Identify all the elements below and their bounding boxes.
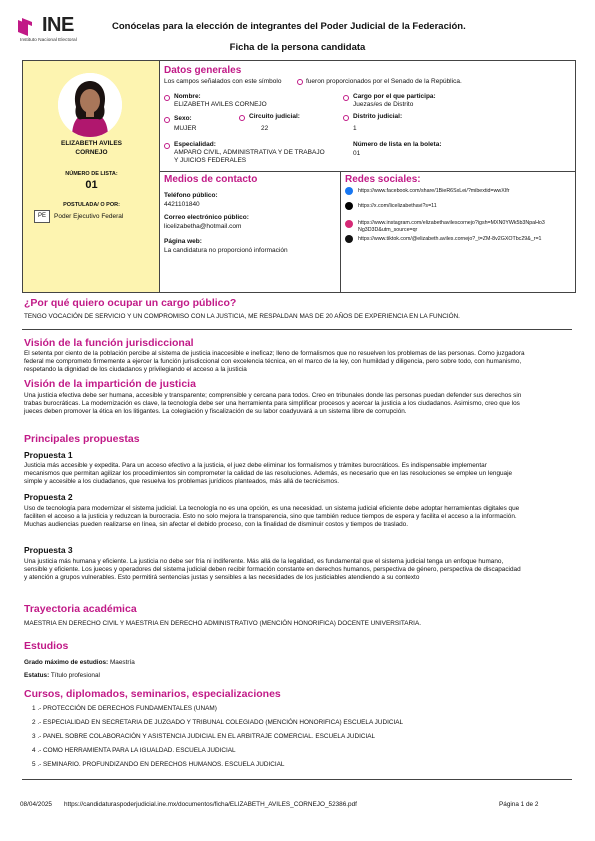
ine-logo-mark-icon [16, 16, 42, 38]
footer-url[interactable]: https://candidaturaspoderjudicial.ine.mx/documentos/ficha/ELIZABETH_AVILES_CORNEJO_52386.pdf [64, 801, 357, 808]
senate-field-icon [343, 115, 349, 121]
proposals-title: Principales propuestas [24, 433, 140, 445]
web-value: La candidatura no proporcionó información [164, 247, 288, 254]
section-divider [160, 171, 576, 172]
studies-title: Estudios [24, 640, 69, 652]
why-text: TENGO VOCACIÓN DE SERVICIO Y UN COMPROMISO CON LA JUSTICIA, ME RESPALDAN MAS DE 20 AÑOS DE EXPERIENCIA EN LA FUNCIÓN. [24, 313, 460, 320]
ballot-number-label: Número de lista en la boleta: [353, 141, 442, 148]
email-value: licelizabetha@hotmail.com [164, 223, 242, 230]
academic-text: MAESTRIA EN DERECHO CIVIL Y MAESTRIA EN DERECHO ADMINISTRATIVO (MENCIÓN HONORIFICA) DOCENTE UNIVERSITARIA. [24, 620, 421, 627]
office-value: Juezas/es de Distrito [353, 101, 414, 108]
candidate-card [22, 60, 576, 293]
degree-value: Maestría [109, 659, 135, 666]
proposal-2-line1: Uso de tecnología para modernizar el sistema judicial. La tecnología no es una opción, es una necesidad. un sistema judicial eficiente debe adoptar herramientas digitales que [24, 505, 520, 512]
web-label: Página web: [164, 238, 202, 245]
proposal-1-line3: simple y accesible a los ciudadanos, que resuelva los problemas jurídicos planteados, más allá de tecnicismos. [24, 478, 340, 485]
degree-label: Grado máximo de estudios: [24, 659, 109, 666]
status-label: Estatus: [24, 672, 50, 679]
vision-function-line2: federal me comprometo firmemente a ejercer la función jurisdiccional con excelencia técnica, en el marco de la ley, con humildad y diligencia, pero sobre todo, con humanismo, [24, 358, 522, 365]
course-item: 5 .- SEMINARIO. PROFUNDIZANDO EN DERECHOS HUMANOS. ESCUELA JUDICIAL [32, 761, 285, 768]
vision-function-line1: El setenta por ciento de la población percibe al sistema de justicia inaccesible e ineficaz; lleno de formalismos que no resuelven los problemas de las personas. Como juzgadora [24, 350, 525, 357]
postulated-by: Poder Ejecutivo Federal [54, 213, 124, 220]
senate-field-icon [164, 95, 170, 101]
name-value: ELIZABETH AVILES CORNEJO [174, 101, 267, 108]
section-divider [340, 171, 341, 292]
section-rule [22, 779, 572, 780]
academic-title: Trayectoria académica [24, 603, 137, 615]
candidate-name-line1: ELIZABETH AVILES [60, 140, 123, 147]
status-row [24, 672, 572, 680]
course-item: 4 .- COMO HERRAMIENTA PARA LA IGUALDAD. ESCUELA JUDICIAL [32, 747, 236, 754]
district-label: Distrito judicial: [353, 113, 403, 120]
section-rule [22, 329, 572, 330]
instagram-link-line2[interactable]: Ng3D3D&utm_source=qr [358, 227, 418, 233]
email-label: Correo electrónico público: [164, 214, 249, 221]
logo-subtitle: Instituto Nacional Electoral [20, 38, 77, 43]
senate-field-icon [164, 117, 170, 123]
facebook-link[interactable]: https://www.facebook.com/share/1BieR6SxLei/?mibextid=wwXIfr [358, 188, 510, 194]
proposal-2-line2: faciliten el acceso a la justicia y reduzcan la burocracia. Esto no solo mejora la transparencia, sino que también reduce tiempos de espera y facilita el acceso a la información. [24, 513, 517, 520]
proposal-3-heading: Propuesta 3 [24, 545, 73, 555]
courses-title: Cursos, diplomados, seminarios, especializaciones [24, 688, 281, 700]
office-label: Cargo por el que participa: [353, 93, 436, 100]
course-item: 1 .- PROTECCIÓN DE DERECHOS FUNDAMENTALES (UNAM) [32, 705, 217, 712]
document-subtitle: Ficha de la persona candidata [229, 42, 366, 53]
proposal-2-line3: Muchas audiencias pueden realizarse en línea, sin afectar el debido proceso, con la finalidad de disminuir costos y tiempos de traslado. [24, 521, 409, 528]
candidate-panel [23, 61, 160, 292]
senate-field-icon [343, 95, 349, 101]
x-link[interactable]: https://x.com/licelizabethavi?s=11 [358, 203, 437, 209]
list-number-label: NÚMERO DE LISTA: [65, 171, 118, 177]
proposal-1-heading: Propuesta 1 [24, 450, 73, 460]
list-number-value: 01 [85, 179, 98, 191]
specialty-label: Especialidad: [174, 141, 216, 148]
document-title: Conócelas para la elección de integrantes del Poder Judicial de la Federación. [112, 21, 466, 32]
senate-field-icon [297, 79, 303, 85]
vision-justice-title: Visión de la impartición de justicia [24, 378, 196, 390]
senate-field-icon [239, 115, 245, 121]
specialty-value-line2: Y JUICIOS FEDERALES [174, 157, 247, 164]
facebook-icon [345, 187, 353, 195]
social-title: Redes sociales: [345, 174, 421, 185]
footer-page: Página 1 de 2 [499, 801, 539, 808]
vision-justice-line2: trabas burocráticas. La modernización es clave, la tecnología debe ser una herramienta para simplificar procesos y acercar la justicia a los ciudadanos. Asimismo, creo que los [24, 400, 520, 407]
course-item: 3 .- PANEL SOBRE COLABORACIÓN Y ASISTENCIA JUDICIAL EN EL ARBITRAJE COMERCIAL. ESCUELA JUDICIAL [32, 733, 376, 740]
degree-row [24, 659, 572, 667]
proposal-2-heading: Propuesta 2 [24, 492, 73, 502]
sex-value: MUJER [174, 125, 197, 132]
ine-logo [16, 14, 92, 44]
candidate-name-line2: CORNEJO [75, 149, 108, 156]
phone-label: Teléfono público: [164, 192, 218, 199]
tiktok-link[interactable]: https://www.tiktok.com/@elizabeth.aviles.cornejo?_t=ZM-8v2GXOTbc29&_r=1 [358, 236, 542, 242]
vision-justice-line3: jueces deben promover la ética en los litigantes. La colegiación y fiscalización de su labor coadyuvará a un sistema libre de corrupción. [24, 408, 407, 415]
course-item: 2 .- ESPECIALIDAD EN SECRETARIA DE JUZGADO Y TRIBUNAL COLEGIADO (MENCIÓN HONORIFICA) ESCUELA JUDICIAL [32, 719, 404, 726]
proposal-3-line1: Una justicia más humana y eficiente. La justicia no debe ser fría ni indiferente. Más allá de la legalidad, es fundamental que el sistema judicial tenga un enfoque humano, [24, 558, 504, 565]
candidate-name [23, 139, 160, 157]
x-icon [345, 202, 353, 210]
why-title: ¿Por qué quiero ocupar un cargo público? [24, 297, 237, 309]
phone-value: 4421101840 [164, 201, 200, 208]
instagram-link-line1[interactable]: https://www.instagram.com/elizabethavilescornejo?igsh=MXN0YWk5b3NpaHo3 [358, 220, 545, 226]
postulated-label: POSTULADA/ O POR: [63, 202, 120, 208]
general-note-after: fueron proporcionados por el Senado de la República. [306, 78, 462, 85]
instagram-icon [345, 220, 353, 228]
general-data-title: Datos generales [164, 65, 242, 76]
postulated-code-badge: PE [34, 210, 50, 223]
proposal-3-line2: sensible y eficiente. Los jueces y operadores del sistema judicial deben recibir formación constante en derechos humanos, perspectiva de género, perspectiva de discapacidad [24, 566, 521, 573]
name-label: Nombre: [174, 93, 201, 100]
senate-field-icon [164, 143, 170, 149]
sex-label: Sexo: [174, 115, 192, 122]
vision-function-line3: respetando la dignidad de los ciudadanos y privilegiando el acceso a la justicia [24, 366, 247, 373]
circuit-label: Circuito judicial: [249, 113, 300, 120]
proposal-1-line1: Justicia más accesible y expedita. Para un acceso efectivo a la justicia, el juez debe eliminar los formalismos y trámites burocráticos. Es indispensable implementar [24, 462, 487, 469]
status-value: Título profesional [50, 672, 100, 679]
proposal-1-line2: mecanismos que permitan agilizar los procedimientos sin comprometer la calidad de las resoluciones. Además, es necesario que en las resoluciones se emplee un lenguaje [24, 470, 513, 477]
contact-title: Medios de contacto [164, 174, 258, 185]
footer-date: 08/04/2025 [20, 801, 52, 808]
vision-justice-line1: Una justicia efectiva debe ser humana, accesible y transparente; comprensible y cercana para todos. Creo en tribunales donde las personas puedan defender sus derechos sin [24, 392, 522, 399]
specialty-value-line1: AMPARO CIVIL, ADMINISTRATIVA Y DE TRABAJO [174, 149, 325, 156]
tiktok-icon [345, 235, 353, 243]
proposal-3-line3: y atención a grupos vulnerables. Esto permitirá sentencias justas y sensibles a las necesidades de los justiciables atendiendo a su contexto [24, 574, 420, 581]
vision-function-title: Visión de la función jurisdiccional [24, 337, 194, 349]
ballot-number-value: 01 [353, 150, 361, 157]
candidate-photo [58, 73, 122, 137]
district-value: 1 [353, 125, 357, 132]
general-note-before: Los campos señalados con este símbolo [164, 78, 282, 85]
logo-text: INE [42, 14, 74, 36]
circuit-value: 22 [261, 125, 269, 132]
